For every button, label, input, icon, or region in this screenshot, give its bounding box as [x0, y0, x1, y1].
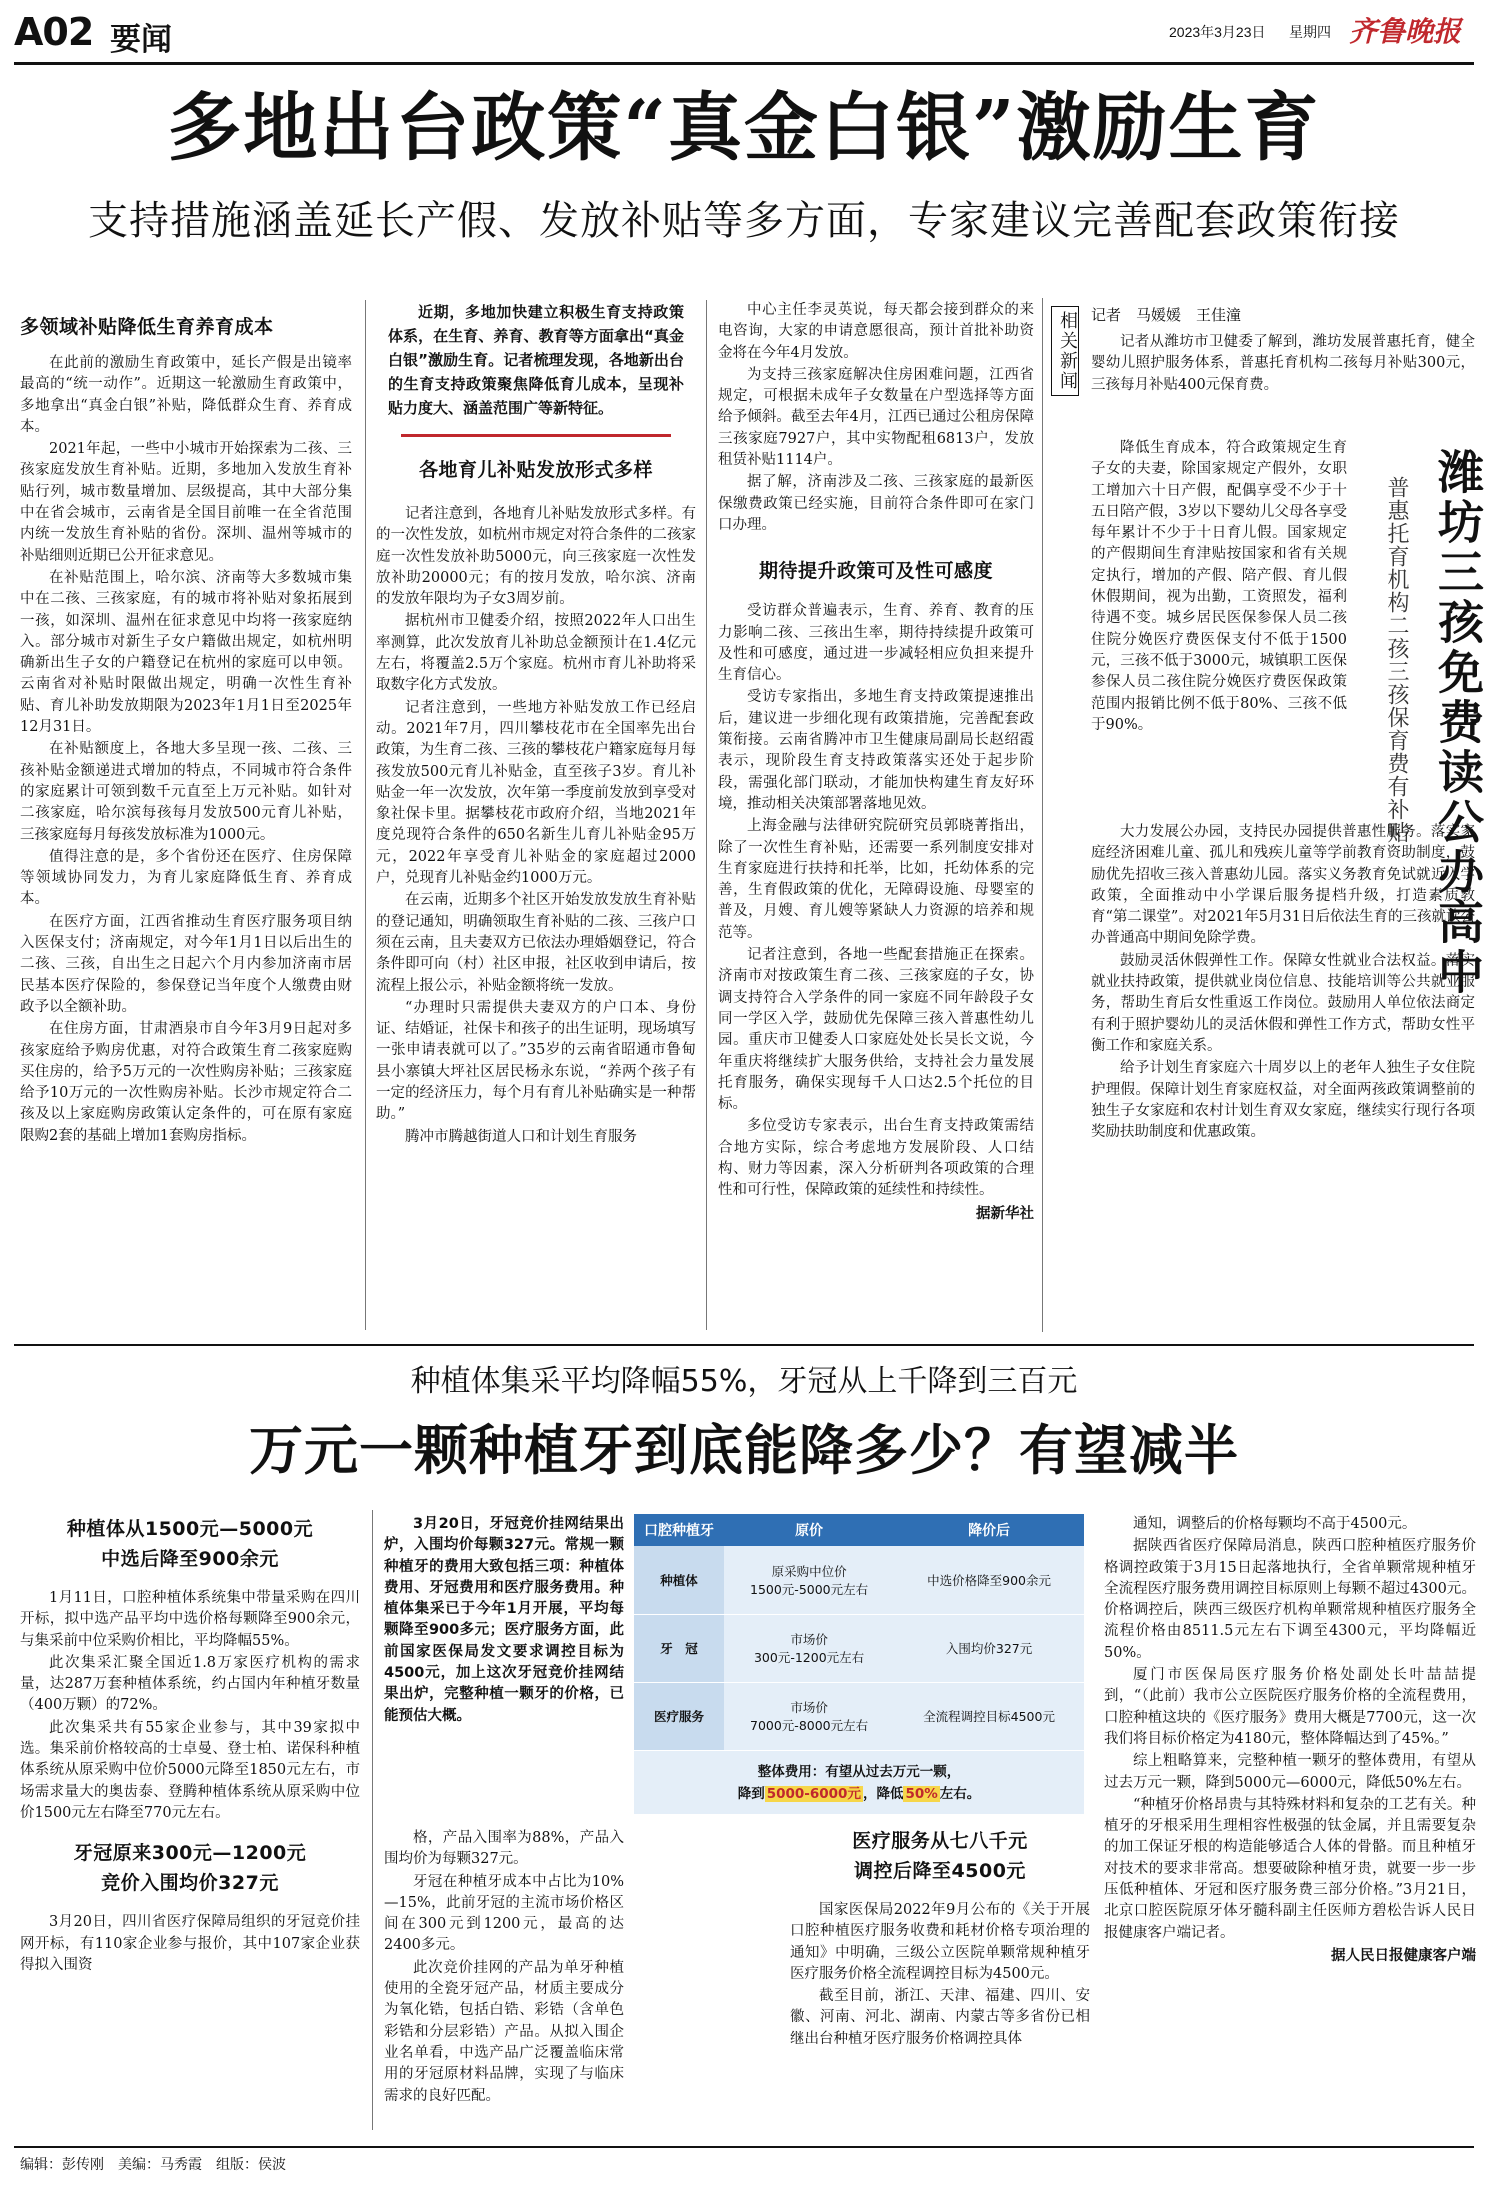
section-heading: 医疗服务从七八千元 调控后降至4500元	[852, 1830, 1028, 1882]
paragraph: 降低生育成本，符合政策规定生育子女的夫妻，除国家规定产假外，女职工增加六十日产假，配偶享受不少于十五日陪产假，3岁以下婴幼儿父母各享受每年累计不少于十日育儿假。国家规定的产假期间生育津贴按国家和省有关规定执行，增加的产假、陪产假、育儿假休假期间，视为出勤，工资照发，福利待遇不变。城乡居民医保参保人员二孩住院分娩医疗费医保支付不低于1500元，三孩不低于3000元，城镇职工医保参保人员二孩住院分娩医疗费医保政策范围内报销比例不低于80%、三孩不低于90%。	[1091, 440, 1347, 733]
table-cell: 全流程调控目标4500元	[894, 1682, 1084, 1750]
summary-highlight: 50%	[905, 1785, 938, 1802]
table-row	[634, 1682, 1084, 1750]
table-header: 降价后	[894, 1514, 1084, 1546]
table-cell: 医疗服务	[634, 1682, 724, 1750]
paragraph: 大力发展公办园，支持民办园提供普惠性服务。落实家庭经济困难儿童、孤儿和残疾儿童等学前教育资助制度，鼓励优先招收三孩入普惠幼儿园。落实义务教育免试就近入学政策，全面推动中小学课后服务提档升级，打造素质教育“第二课堂”。对2021年5月31日后依法生育的三孩就读公办普通高中期间免除学费。	[1091, 824, 1475, 947]
column-divider	[706, 300, 707, 1330]
section-heading: 期待提升政策可及性可感度	[758, 560, 993, 583]
paragraph: 为支持三孩家庭解决住房困难问题，江西省规定，可根据未成年子女数量在户型选择等方面给予倾斜。截至去年4月，江西已通过公租房保障三孩家庭7927户，其中实物配租6813户，发放租赁补贴1114户。	[718, 366, 1034, 469]
paragraph: 格，产品入围率为88%，产品入围均价为每颗327元。	[384, 1830, 624, 1868]
related-reporters: 记者 马媛媛 王佳潼	[1091, 306, 1242, 324]
table-cell: 种植体	[634, 1546, 724, 1614]
paragraph: 截至目前，浙江、天津、福建、四川、安徽、河南、河北、湖南、内蒙古等多省份已相继出台种植牙医疗服务价格调控具体	[790, 1988, 1090, 2047]
related-title: 潍坊三孩免费读公办高中	[1431, 448, 1485, 998]
related-news-box	[1042, 298, 1485, 1332]
story1-source: 据新华社	[976, 1205, 1034, 1222]
paragraph: 在医疗方面，江西省推动生育医疗服务项目纳入医保支付；济南规定，对今年1月1日以后出生的二孩、三孩，自出生之日起六个月内参加济南市居民基本医疗保险的，参保登记当年度个人缴费由财政予以全额补助。	[20, 913, 352, 1015]
price-table	[634, 1514, 1084, 1751]
table-row	[634, 1614, 1084, 1682]
story2-lead: 3月20日，牙冠竞价挂网结果出炉，入围均价每颗327元。常规一颗种植牙的费用大致包括三项：种植体费用、牙冠费用和医疗服务费用。种植体集采已于今年1月开展，平均每颗降至900多元；医疗服务方面，此前国家医保局发文要求调控目标为4500元，加上这次牙冠竞价挂网结果出炉，完整种植一颗牙的价格，已能预估大概。	[384, 1516, 624, 1724]
paragraph: 据了解，济南涉及二孩、三孩家庭的最新医保缴费政策已经实施，目前符合条件即可在家门口办理。	[718, 474, 1034, 533]
paragraph: 腾冲市腾越街道人口和计划生育服务	[405, 1128, 637, 1145]
related-subtitle: 普惠托育机构二孩三孩保育费有补贴	[1384, 476, 1409, 844]
story2-title: 万元一颗种植牙到底能降多少？有望减半	[249, 1418, 1239, 1482]
paragraph: 此次集采共有55家企业参与，其中39家拟中选。集采前价格较高的士卓曼、登士柏、诺保科种植体系统从原采购中位价5000元降至1850元左右，市场需求量大的奥齿泰、登腾种植体系统从原采购中位价1500元左右降至770元左右。	[20, 1719, 360, 1821]
related-body	[1091, 438, 1347, 818]
section-heading: 种植体从1500元—5000元 中选后降至900余元	[66, 1518, 314, 1570]
column-divider	[365, 300, 366, 1330]
table-header-row	[634, 1514, 1084, 1546]
paragraph: “种植牙价格昂贵与其特殊材料和复杂的工艺有关。种植牙的牙根采用生理相容性极强的钛金属，并且需要复杂的加工保证牙根的构造能够适合人体的骨骼。而且种植牙对技术的要求非常高。想要破除种植牙贵，就要一步一步压低种植体、牙冠和医疗服务费三部分价格。”3月21日，北京口腔医院原牙体牙髓科副主任医师方碧松告诉人民日报健康客户端记者。	[1104, 1796, 1476, 1941]
paragraph: 综上粗略算来，完整种植一颗牙的整体费用，有望从过去万元一颗，降到5000元—6000元，降低50%左右。	[1104, 1753, 1476, 1791]
paragraph: 记者从潍坊市卫健委了解到，潍坊发展普惠托育，健全婴幼儿照护服务体系，普惠托育机构二孩每月补贴300元，三孩每月补贴400元保育费。	[1091, 334, 1475, 393]
paragraph: 此次集采汇聚全国近1.8万家医疗机构的需求量，达287万套种植体系统，约占国内年种植牙数量（400万颗）的72%。	[20, 1654, 360, 1714]
related-body-top	[1091, 332, 1475, 442]
story2-column-4	[1104, 1514, 1476, 2134]
story2-column-3	[790, 1826, 1090, 2132]
paragraph: “办理时只需提供夫妻双方的户口本、身份证、结婚证，社保卡和孩子的出生证明，现场填写一张申请表就可以了。”35岁的云南省昭通市鲁甸县小寨镇大坪社区居民杨永东说，“养两个孩子有一定的经济压力，每个月有育儿补贴确实是一种帮助。”	[376, 999, 696, 1123]
table-row	[634, 1546, 1084, 1614]
paragraph: 在此前的激励生育政策中，延长产假是出镜率最高的“统一动作”。近期这一轮激励生育政策中，多地拿出“真金白银”补贴，降低群众生育、养育成本。	[20, 355, 352, 435]
table-cell: 市场价 7000元-8000元左右	[724, 1682, 894, 1750]
table-cell: 市场价 300元-1200元左右	[724, 1614, 894, 1682]
table-cell: 中选价格降至900余元	[894, 1546, 1084, 1614]
newspaper-logo: 齐鲁晚报	[1349, 15, 1462, 48]
related-news-label: 相关新闻	[1051, 306, 1079, 396]
table-cell: 牙 冠	[634, 1614, 724, 1682]
page-header	[14, 4, 1474, 64]
story2-source: 据人民日报健康客户端	[1331, 1947, 1476, 1964]
story1-column-2	[376, 300, 696, 1332]
section-heading: 牙冠原来300元—1200元 竞价入围均价327元	[73, 1842, 307, 1895]
paragraph: 鼓励灵活休假弹性工作。保障女性就业合法权益。落实就业扶持政策，提供就业岗位信息、技能培训等公共就业服务，帮助生育后女性重返工作岗位。鼓励用人单位依法商定有利于照护婴幼儿的灵活休假和弹性工作方式，帮助女性平衡工作和家庭关系。	[1091, 952, 1475, 1054]
paragraph: 国家医保局2022年9月公布的《关于开展口腔种植医疗服务收费和耗材价格专项治理的通知》中明确，三级公立医院单颗常规种植牙医疗服务价格全流程调控目标为4500元。	[790, 1902, 1090, 1982]
issue-date: 2023年3月23日	[1169, 24, 1266, 40]
paragraph: 受访群众普遍表示，生育、养育、教育的压力影响二孩、三孩出生率，期待持续提升政策可及性和可感度，通过进一步减轻相应负担来提升生育信心。	[718, 603, 1034, 684]
paragraph: 3月20日，四川省医疗保障局组织的牙冠竞价挂网开标，有110家企业参与报价，其中107家企业获得拟入围资	[20, 1914, 360, 1973]
summary-highlight: 5000-6000元	[766, 1785, 861, 1802]
story1-title: 多地出台政策“真金白银”激励生育	[167, 85, 1321, 171]
paragraph: 记者注意到，各地一些配套措施正在探索。济南市对按政策生育二孩、三孩家庭的子女，协调支持符合入学条件的同一家庭不同年龄段子女同一学区入学，鼓励优先保障三孩入普惠性幼儿园。重庆市卫健委人口家庭处处长吴长文说，今年重庆将继续扩大服务供给，支持社会力量发展托育服务，确保实现每千人口达2.5个托位的目标。	[718, 947, 1034, 1113]
section-heading: 各地育儿补贴发放形式多样	[418, 459, 653, 481]
story2-column-1	[20, 1514, 360, 2134]
paragraph: 中心主任李灵英说，每天都会接到群众的来电咨询，大家的申请意愿很高，预计首批补助资金将在今年4月发放。	[718, 302, 1034, 361]
table-cell: 入围均价327元	[894, 1614, 1084, 1682]
paragraph: 记者注意到，一些地方补贴发放工作已经启动。2021年7月，四川攀枝花市在全国率先出台政策，为生育二孩、三孩的攀枝花户籍家庭每月每孩发放500元育儿补贴金，直至孩子3岁。育儿补贴金一年一次发放，次年第一季度前发放到享受对象社保卡里。据攀枝花市政府介绍，当地2021年度兑现符合条件的650名新生儿育儿补贴金95万元，2022年享受育儿补贴金的家庭超过2000户，兑现育儿补贴金约1000万元。	[376, 699, 696, 887]
table-cell: 原采购中位价 1500元-5000元左右	[724, 1546, 894, 1614]
paragraph: 此次竞价挂网的产品为单牙种植使用的全瓷牙冠产品，材质主要成分为氧化锆，包括白锆、彩锆（含单色彩锆和分层彩锆）产品。从拟入围企业名单看，中选产品广泛覆盖临床常用的牙冠原材料品牌，实现了与临床需求的良好匹配。	[384, 1959, 624, 2104]
story1-subtitle: 支持措施涵盖延长产假、发放补贴等多方面，专家建议完善配套政策衔接	[88, 198, 1400, 244]
paragraph: 受访专家指出，多地生育支持政策提速推出后，建议进一步细化现有政策措施，完善配套政策衔接。云南省腾冲市卫生健康局副局长赵绍霞表示，现阶段生育支持政策落实还处于起步阶段，需强化部门联动，才能加快构建生育友好环境，推动相关决策部署落地见效。	[718, 689, 1034, 812]
table-summary: 整体费用：有望从过去万元一颗， 降到 5000-6000元 ，降低 50% 左右。	[737, 1763, 981, 1802]
table-header: 口腔种植牙	[634, 1514, 724, 1546]
paragraph: 多位受访专家表示，出台生育支持政策需结合地方实际，综合考虑地方发展阶段、人口结构、财力等因素，深入分析研判各项政策的合理性和可行性，保障政策的延续性和持续性。	[718, 1118, 1034, 1199]
story1-column-1	[20, 312, 352, 1332]
story1-lead: 近期，多地加快建立积极生育支持政策体系，在生育、养育、教育等方面拿出“真金白银”激励生育。记者梳理发现，各地新出台的生育支持政策聚焦降低育儿成本，呈现补贴力度大、涵盖范围广等新特征。	[388, 303, 684, 417]
related-body-bottom	[1091, 822, 1475, 1322]
paragraph: 在补贴范围上，哈尔滨、济南等大多数城市集中在二孩、三孩家庭，有的城市将补贴对象拓展到一孩，如深圳、温州在征求意见中均将一孩家庭纳入。部分城市对新生子女户籍做出规定，如杭州明确新出生子女的户籍登记在杭州的家庭可以申领。云南省对补贴时限做出规定，明确一次性生育补贴、育儿补助发放期限为2023年1月1日至2025年12月31日。	[20, 569, 352, 736]
paragraph: 在住房方面，甘肃酒泉市自今年3月9日起对多孩家庭给予购房优惠，对符合政策生育二孩家庭购买住房的，给予5万元的一次性购房补贴；三孩家庭给予10万元的一次性购房补贴。长沙市规定符合二孩及以上家庭购房政策认定条件的，可在原有家庭限购2套的基础上增加1套购房指标。	[20, 1021, 352, 1144]
table-header: 原价	[724, 1514, 894, 1546]
paragraph: 给予计划生育家庭六十周岁以上的老年人独生子女住院护理假。保障计划生育家庭权益，对全面两孩政策调整前的独生子女家庭和农村计划生育双女家庭，继续实行现行各项奖励扶助制度和优惠政策。	[1091, 1060, 1475, 1141]
section-heading: 多领域补贴降低生育养育成本	[20, 316, 274, 338]
footer-credits: 编辑：彭传刚 美编：马秀霞 组版：侯波	[20, 2157, 286, 2173]
paragraph: 牙冠在种植牙成本中占比为10%—15%，此前牙冠的主流市场价格区间在300元到1200元，最高的达2400多元。	[384, 1873, 624, 1954]
paragraph: 厦门市医保局医疗服务价格处副处长叶喆喆提到，“（此前）我市公立医院医疗服务价格的全流程费用，口腔种植这块的《医疗服务》费用大概是7700元，这一次我们将目标价格定为4180元，整体降幅达到了45%。”	[1104, 1667, 1476, 1747]
section-name: 要闻	[110, 22, 172, 58]
header-rule	[14, 62, 1474, 65]
paragraph: 在云南，近期多个社区开始发放发放生育补贴的登记通知，明确领取生育补贴的二孩、三孩户口须在云南，且夫妻双方已依法办理婚姻登记，符合条件即可向（村）社区申报，社区收到申请后，按流程上报公示，补贴金额将统一发放。	[376, 892, 696, 994]
paragraph: 上海金融与法律研究院研究员郭晓菁指出，除了一次性生育补贴，还需要一系列制度安排对生育家庭进行扶持和托举，比如，托幼体系的完善，生育假政策的优化，无障碍设施、母婴室的普及，月嫂、育儿嫂等紧缺人力资源的培养和规范等。	[718, 818, 1034, 941]
story2-column-2	[384, 1514, 624, 2134]
paragraph: 据陕西省医疗保障局消息，陕西口腔种植医疗服务价格调控政策于3月15日起落地执行，全省单颗常规种植牙全流程医疗服务费用调控目标原则上每颗不超过4300元。价格调控后，陕西三级医疗机构单颗常规种植医疗服务全流程价格由8511.5元左右下调至4300元，平均降幅近50%。	[1104, 1538, 1476, 1661]
page-number: A02	[14, 10, 94, 54]
paragraph: 据杭州市卫健委介绍，按照2022年人口出生率测算，此次发放育儿补助总金额预计在1.4亿元左右，将覆盖2.5万个家庭。杭州市育儿补助将采取数字化方式发放。	[376, 613, 696, 694]
paragraph: 值得注意的是，多个省份还在医疗、住房保障等领域协同发力，为育儿家庭降低生育、养育成本。	[20, 848, 352, 908]
paragraph: 通知，调整后的价格每颗均不高于4500元。	[1133, 1516, 1417, 1532]
paragraph: 记者注意到，各地育儿补贴发放形式多样。有的一次性发放，如杭州市规定对符合条件的二孩家庭一次性发放补助5000元，向三孩家庭一次性发放补助20000元；有的按月发放，哈尔滨、济南的发放年限均为子女3周岁前。	[376, 506, 696, 608]
lead-rule	[401, 434, 671, 437]
paragraph: 在补贴额度上，各地大多呈现一孩、二孩、三孩补贴金额递进式增加的特点，不同城市符合条件的家庭累计可领到数千元直至上万元补贴。如针对二孩家庭，哈尔滨每孩每月发放500元育儿补贴，三孩家庭每月每孩发放标准为1000元。	[20, 741, 352, 843]
story1-column-3	[718, 300, 1034, 1332]
paragraph: 2021年起，一些中小城市开始探索为二孩、三孩家庭发放生育补贴。近期，多地加入发放生育补贴行列，城市数量增加、层级提高，其中大部分集中在省会城市，云南省是全国目前唯一在全省范围内统一发放生育补贴的省份。深圳、温州等城市的补贴细则近期已公开征求意见。	[20, 441, 352, 564]
paragraph: 1月11日，口腔种植体系统集中带量采购在四川开标，拟中选产品平均中选价格每颗降至900余元，与集采前中位采购价相比，平均降幅55%。	[20, 1590, 360, 1649]
footer-rule	[14, 2146, 1474, 2148]
story2-kicker: 种植体集采平均降幅55%，牙冠从上千降到三百元	[410, 1364, 1078, 1399]
story-divider	[14, 1344, 1474, 1346]
price-table-box	[634, 1514, 1084, 1814]
column-divider	[372, 1510, 373, 2130]
issue-weekday: 星期四	[1289, 25, 1331, 41]
